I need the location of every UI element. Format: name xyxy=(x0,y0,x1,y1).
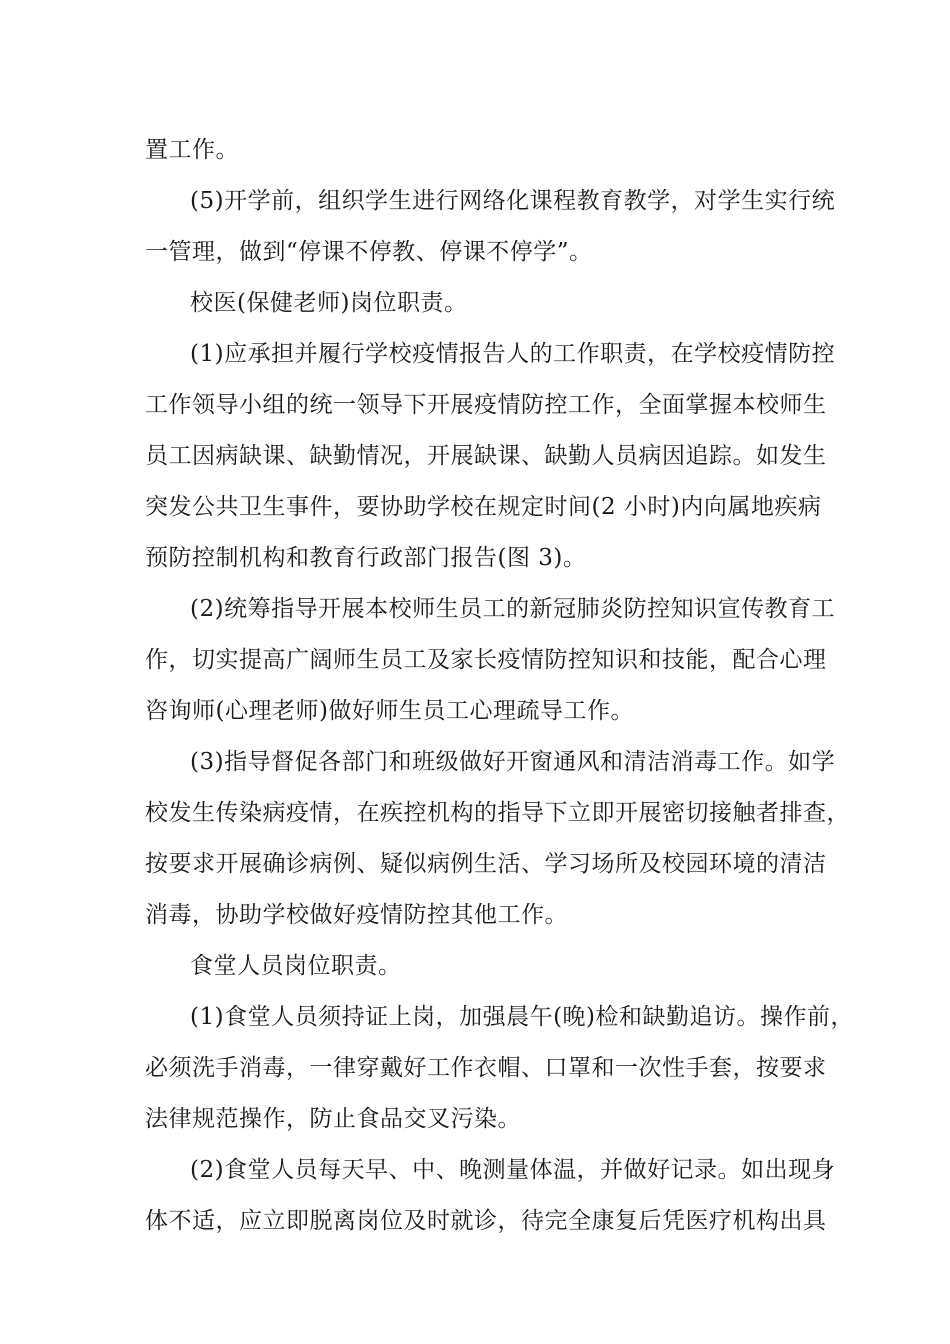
canteen-paragraph-2-line-1: (2)食堂人员每天早、中、晚测量体温，并做好记录。如出现身 xyxy=(190,1157,836,1183)
paragraph-3-line-1: (3)指导督促各部门和班级做好开窗通风和清洁消毒工作。如学 xyxy=(190,749,836,775)
paragraph-1-line-3: 员工因病缺课、缺勤情况，开展缺课、缺勤人员病因追踪。如发生 xyxy=(145,443,827,469)
paragraph-2-line-2: 作，切实提高广阔师生员工及家长疫情防控知识和技能，配合心理 xyxy=(145,647,827,673)
paragraph-3-line-2: 校发生传染病疫情，在疾控机构的指导下立即开展密切接触者排查， xyxy=(145,800,850,826)
section-heading-school-doctor: 校医(保健老师)岗位职责。 xyxy=(190,290,468,316)
paragraph-5-line-1: (5)开学前，组织学生进行网络化课程教育教学，对学生实行统 xyxy=(190,188,836,214)
paragraph-1-line-4: 突发公共卫生事件，要协助学校在规定时间(2 小时)内向属地疾病 xyxy=(145,494,822,520)
paragraph-2-line-1: (2)统筹指导开展本校师生员工的新冠肺炎防控知识宣传教育工 xyxy=(190,596,836,622)
canteen-paragraph-1-line-2: 必须洗手消毒，一律穿戴好工作衣帽、口罩和一次性手套，按要求 xyxy=(145,1055,827,1081)
paragraph-2-line-3: 咨询师(心理老师)做好师生员工心理疏导工作。 xyxy=(145,698,634,724)
paragraph-1-line-2: 工作领导小组的统一领导下开展疫情防控工作，全面掌握本校师生 xyxy=(145,392,827,418)
paragraph-3-line-3: 按要求开展确诊病例、疑似病例生活、学习场所及校园环境的清洁 xyxy=(145,851,827,877)
text-line: 置工作。 xyxy=(145,137,239,163)
paragraph-1-line-5: 预防控制机构和教育行政部门报告(图 3)。 xyxy=(145,545,587,571)
section-heading-canteen: 食堂人员岗位职责。 xyxy=(190,953,402,979)
canteen-paragraph-2-line-2: 体不适，应立即脱离岗位及时就诊，待完全康复后凭医疗机构出具 xyxy=(145,1208,827,1234)
canteen-paragraph-1-line-1: (1)食堂人员须持证上岗，加强晨午(晚)检和缺勤追访。操作前， xyxy=(190,1004,855,1030)
paragraph-1-line-1: (1)应承担并履行学校疫情报告人的工作职责，在学校疫情防控 xyxy=(190,341,836,367)
paragraph-5-line-2: 一管理，做到“停课不停教、停课不停学”。 xyxy=(145,239,593,265)
paragraph-3-line-4: 消毒，协助学校做好疫情防控其他工作。 xyxy=(145,902,568,928)
canteen-paragraph-1-line-3: 法律规范操作，防止食品交叉污染。 xyxy=(145,1106,521,1132)
